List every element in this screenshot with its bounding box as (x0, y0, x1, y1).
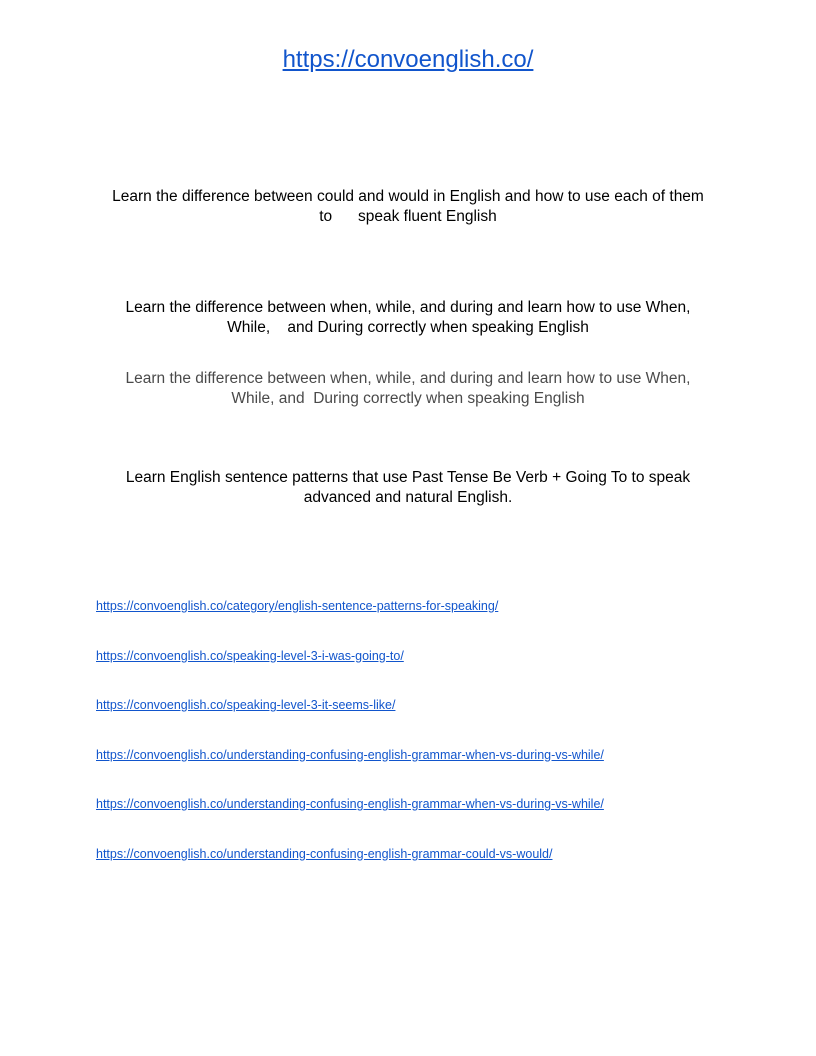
resource-link[interactable]: https://convoenglish.co/understanding-confusing-english-grammar-when-vs-during-vs-while/ (96, 797, 604, 811)
paragraph-when-while-during-repeat (90, 369, 726, 409)
resource-link[interactable]: https://convoenglish.co/category/english-sentence-patterns-for-speaking/ (96, 599, 499, 613)
paragraph-line: advanced and natural English. (303, 489, 513, 506)
resource-link-list (96, 597, 604, 894)
paragraph-line: to speak fluent English (319, 208, 497, 225)
resource-link[interactable]: https://convoenglish.co/speaking-level-3-it-seems-like/ (96, 698, 396, 712)
paragraph-line: Learn the difference between when, while, and during and learn how to use When, (125, 299, 691, 316)
site-header-link[interactable]: https://convoenglish.co/ (282, 46, 534, 73)
paragraph-going-to (90, 468, 726, 508)
paragraph-line: Learn the difference between when, while, and during and learn how to use When, (125, 370, 691, 387)
paragraph-line: Learn the difference between could and would in English and how to use each of them (112, 188, 704, 205)
paragraph-line: While, and During correctly when speaking English (231, 390, 585, 407)
resource-link[interactable]: https://convoenglish.co/understanding-confusing-english-grammar-when-vs-during-vs-while/ (96, 747, 604, 762)
resource-link[interactable]: https://convoenglish.co/speaking-level-3-i-was-going-to/ (96, 648, 404, 663)
paragraph-when-while-during (90, 298, 726, 338)
paragraph-line: Learn English sentence patterns that use Past Tense Be Verb + Going To to speak (125, 469, 691, 486)
resource-link[interactable]: https://convoenglish.co/understanding-confusing-english-grammar-could-vs-would/ (96, 846, 553, 861)
paragraph-could-vs-would (90, 187, 726, 227)
paragraph-line: While, and During correctly when speaking English (227, 319, 589, 336)
